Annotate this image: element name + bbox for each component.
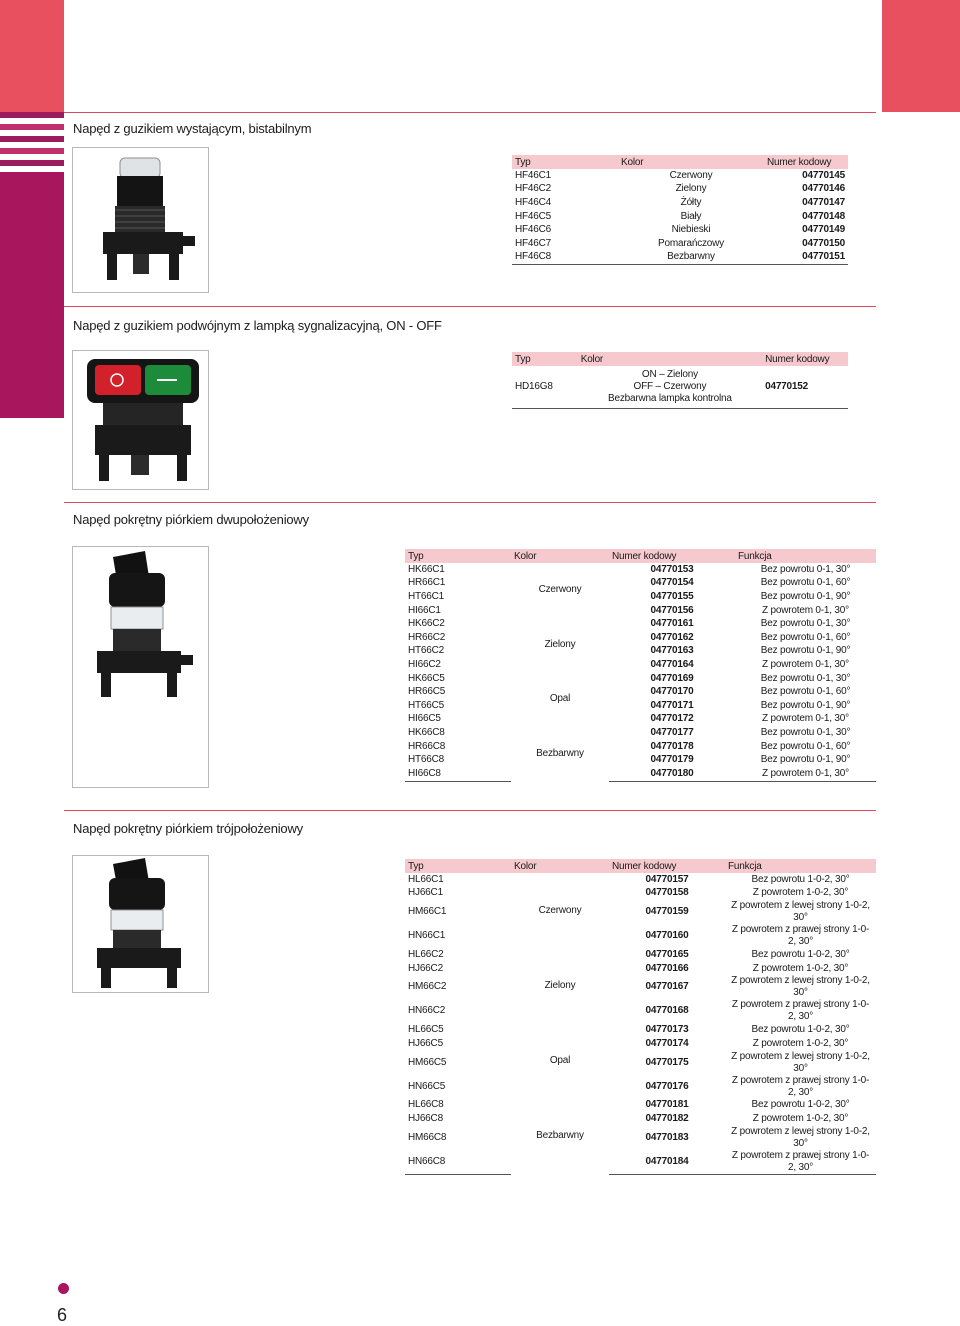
accent-corner-right: [882, 0, 960, 112]
table-row: HK66C1 Czerwony 04770153 Bez powrotu 0-1, 30°: [405, 563, 876, 577]
table-row: HF46C7 Pomarańczowy 04770150: [515, 237, 845, 249]
page-marker-dot: [58, 1283, 69, 1294]
col-header-kolor: Kolor: [618, 155, 764, 169]
col-header-numer: Numer kodowy: [762, 352, 848, 366]
spec-table-bistable: [512, 155, 848, 265]
table-row: HN66C2 04770168 Z powrotem z prawej strony 1-0-2, 30°: [408, 999, 870, 1023]
table-row: HM66C5 04770175 Z powrotem z lewej strony 1-0-2, 30°: [408, 1050, 870, 1074]
table-row: HR66C2 04770162 Bez powrotu 0-1, 60°: [408, 631, 851, 643]
table-row: HT66C1 04770155 Bez powrotu 0-1, 90°: [408, 590, 851, 602]
spec-table-selector-2pos: [405, 549, 876, 782]
table-row: HF46C8 Bezbarwny 04770151: [512, 251, 848, 265]
table-row: HK66C2 Zielony 04770161 Bez powrotu 0-1, 30°: [405, 617, 876, 631]
table-row: HT66C2 04770163 Bez powrotu 0-1, 90°: [408, 645, 851, 657]
group-color: Opal: [549, 692, 571, 704]
table-row: HL66C8 Bezbarwny 04770181 Bez powrotu 1-0-2, 30°: [405, 1099, 876, 1113]
section-title: Napęd pokrętny piórkiem dwupołożeniowy: [73, 512, 309, 527]
table-row: HL66C1 Czerwony 04770157 Bez powrotu 1-0-2, 30°: [405, 873, 876, 887]
table-row: HJ66C5 04770174 Z powrotem 1-0-2, 30°: [408, 1037, 849, 1049]
double-push-button-photo: [73, 351, 208, 489]
table-row: HM66C1 04770159 Z powrotem z lewej strony 1-0-2, 30°: [408, 900, 870, 924]
table-row: HF46C2 Zielony 04770146: [515, 183, 845, 195]
section-divider: [64, 502, 876, 503]
table-row: HN66C1 04770160 Z powrotem z prawej strony 1-0-2, 30°: [408, 924, 870, 948]
col-header-numer: Numer kodowy: [764, 155, 848, 169]
col-header-kolor: Kolor: [511, 549, 609, 563]
col-header-typ: Typ: [512, 352, 578, 366]
table-row: HI66C2 04770164 Z powrotem 0-1, 30°: [408, 658, 849, 670]
section-title: Napęd pokrętny piórkiem trójpołożeniowy: [73, 821, 303, 836]
table-row: HM66C2 04770167 Z powrotem z lewej strony 1-0-2, 30°: [408, 975, 870, 999]
push-button-photo: [73, 148, 208, 292]
spec-table-double-button: [512, 352, 848, 409]
section-title: Napęd z guzikiem wystającym, bistabilnym: [73, 121, 312, 136]
table-row: HT66C8 04770179 Bez powrotu 0-1, 90°: [408, 754, 851, 766]
accent-stripes: [0, 112, 64, 172]
table-row: HR66C8 04770178 Bez powrotu 0-1, 60°: [408, 740, 851, 752]
table-row: HJ66C1 04770158 Z powrotem 1-0-2, 30°: [408, 887, 849, 899]
col-header-funkcja: Funkcja: [735, 549, 876, 563]
group-color: Zielony: [544, 979, 576, 991]
table-row: HI66C5 04770172 Z powrotem 0-1, 30°: [408, 713, 849, 725]
table-row: HJ66C8 04770182 Z powrotem 1-0-2, 30°: [408, 1112, 849, 1124]
table-row: HI66C1 04770156 Z powrotem 0-1, 30°: [408, 604, 849, 616]
table-row: HF46C1 Czerwony 04770145: [515, 169, 845, 181]
group-color: Bezbarwny: [536, 747, 584, 759]
table-row: HT66C5 04770171 Bez powrotu 0-1, 90°: [408, 699, 851, 711]
col-header-funkcja: Funkcja: [725, 859, 876, 873]
col-header-kolor: Kolor: [578, 352, 762, 366]
group-color: Bezbarwny: [536, 1130, 584, 1142]
col-header-numer: Numer kodowy: [609, 859, 725, 873]
table-row: HF46C6 Niebieski 04770149: [515, 224, 845, 236]
table-header-row: [405, 549, 876, 563]
table-row: HK66C5 Opal 04770169 Bez powrotu 0-1, 30°: [405, 672, 876, 686]
section-divider: [64, 810, 876, 811]
table-row: HK66C8 Bezbarwny 04770177 Bez powrotu 0-1, 30°: [405, 726, 876, 740]
group-color: Opal: [549, 1054, 571, 1066]
product-image-double-button: [72, 350, 209, 490]
table-row: HF46C4 Żółty 04770147: [515, 196, 845, 208]
table-row: HN66C8 04770184 Z powrotem z prawej strony 1-0-2, 30°: [405, 1150, 876, 1175]
accent-strip-middle: [0, 172, 64, 418]
product-image-selector-3pos: [72, 855, 209, 993]
col-header-typ: Typ: [405, 859, 511, 873]
section-title: Napęd z guzikiem podwójnym z lampką sygnalizacyjną, ON - OFF: [73, 318, 442, 333]
table-row: HR66C5 04770170 Bez powrotu 0-1, 60°: [408, 686, 851, 698]
page-number: 6: [57, 1305, 68, 1325]
table-row: HD16G8 ON – Zielony OFF – Czerwony Bezbarwna lampka kontrolna 04770152: [512, 366, 848, 409]
table-row: HJ66C2 04770166 Z powrotem 1-0-2, 30°: [408, 962, 849, 974]
spec-table-selector-3pos: [405, 859, 876, 1175]
section-divider: [64, 306, 876, 307]
product-image-selector-2pos: [72, 546, 209, 788]
table-header-row: [512, 352, 848, 366]
group-color: Czerwony: [538, 904, 582, 916]
selector-switch-3pos-photo: [73, 856, 208, 992]
accent-strip-top: [0, 0, 64, 112]
group-color: Czerwony: [538, 584, 582, 596]
table-row: HI66C8 04770180 Z powrotem 0-1, 30°: [405, 767, 876, 781]
col-header-kolor: Kolor: [511, 859, 609, 873]
table-header-row: [405, 859, 876, 873]
section-divider: [64, 112, 876, 113]
col-header-typ: Typ: [512, 155, 618, 169]
table-row: HN66C5 04770176 Z powrotem z prawej strony 1-0-2, 30°: [408, 1074, 870, 1098]
group-color: Zielony: [544, 638, 576, 650]
table-row: HF46C5 Biały 04770148: [515, 210, 845, 222]
table-row: HM66C8 04770183 Z powrotem z lewej strony 1-0-2, 30°: [408, 1125, 870, 1149]
table-row: HL66C2 Zielony 04770165 Bez powrotu 1-0-2, 30°: [405, 948, 876, 962]
col-header-typ: Typ: [405, 549, 511, 563]
col-header-numer: Numer kodowy: [609, 549, 735, 563]
product-image-push-button: [72, 147, 209, 293]
table-row: HR66C1 04770154 Bez powrotu 0-1, 60°: [408, 577, 851, 589]
selector-switch-2pos-photo: [73, 547, 208, 787]
table-header-row: [512, 155, 848, 169]
table-row: HL66C5 Opal 04770173 Bez powrotu 1-0-2, 30°: [405, 1023, 876, 1037]
